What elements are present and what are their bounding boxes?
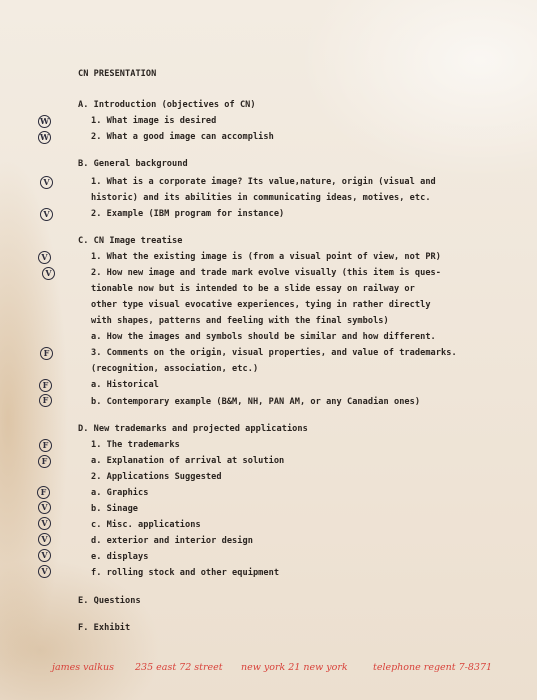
footer-street: 235 east 72 street (135, 662, 223, 673)
section-d-item: a. Explanation of arrival at solution (91, 456, 285, 466)
margin-mark-circled: W (38, 131, 51, 144)
section-d-item: 2. Applications Suggested (91, 472, 222, 482)
section-a-heading: A. Introduction (objectives of CN) (78, 100, 256, 110)
section-b-item: 2. Example (IBM program for instance) (91, 209, 285, 219)
section-c-item: 2. How new image and trade mark evolve visually (this item is ques- (91, 268, 441, 278)
section-d-item: d. exterior and interior design (91, 536, 253, 546)
section-d-item: e. displays (91, 552, 149, 562)
footer-city: new york 21 new york (241, 662, 348, 673)
margin-mark-circled: V (38, 501, 51, 514)
margin-mark-circled: W (38, 115, 51, 128)
section-c-item: with shapes, patterns and feeling with the final symbols) (91, 316, 389, 326)
section-d-heading: D. New trademarks and projected applications (78, 424, 308, 434)
section-c-heading: C. CN Image treatise (78, 236, 183, 246)
section-c-item: 3. Comments on the origin, visual properties, and value of trademarks. (91, 348, 457, 358)
section-c-item: 1. What the existing image is (from a visual point of view, not PR) (91, 252, 441, 262)
margin-mark-circled: F (37, 486, 50, 499)
section-c-item: (recognition, association, etc.) (91, 364, 259, 374)
margin-mark-circled: V (38, 565, 51, 578)
section-d-item: 1. The trademarks (91, 440, 180, 450)
footer-phone: telephone regent 7-8371 (373, 662, 493, 673)
section-b-heading: B. General background (78, 159, 188, 169)
margin-mark-circled: F (40, 347, 53, 360)
section-b-item: 1. What is a corporate image? Its value,nature, origin (visual and (91, 177, 436, 187)
section-c-item: other type visual evocative experiences, tying in rather directly (91, 300, 431, 310)
section-c-item: a. Historical (91, 380, 159, 390)
margin-mark-circled: F (39, 439, 52, 452)
margin-mark-circled: V (38, 251, 51, 264)
section-d-item: c. Misc. applications (91, 520, 201, 530)
section-c-item: a. How the images and symbols should be similar and how different. (91, 332, 436, 342)
section-d-item: b. Sinage (91, 504, 139, 514)
section-d-item: a. Graphics (91, 488, 149, 498)
margin-mark-circled: V (40, 208, 53, 221)
margin-mark-circled: F (39, 394, 52, 407)
section-a-item: 2. What a good image can accomplish (91, 132, 274, 142)
margin-mark-circled: V (38, 549, 51, 562)
footer-name: james valkus (52, 662, 114, 673)
margin-mark-circled: F (39, 379, 52, 392)
document-title: CN PRESENTATION (78, 69, 157, 79)
margin-mark-circled: V (42, 267, 55, 280)
margin-mark-circled: V (38, 533, 51, 546)
margin-mark-circled: V (40, 176, 53, 189)
margin-mark-circled: F (38, 455, 51, 468)
margin-mark-circled: V (38, 517, 51, 530)
section-a-item: 1. What image is desired (91, 116, 217, 126)
section-d-item: f. rolling stock and other equipment (91, 568, 280, 578)
section-c-item: b. Contemporary example (B&M, NH, PAN AM, or any Canadian ones) (91, 397, 421, 407)
letterhead-footer (52, 662, 517, 676)
section-b-item: historic) and its abilities in communicating ideas, motives, etc. (91, 193, 431, 203)
section-f-heading: F. Exhibit (78, 623, 131, 633)
section-e-heading: E. Questions (78, 596, 141, 606)
section-c-item: tionable now but is intended to be a slide essay on railway or (91, 284, 415, 294)
